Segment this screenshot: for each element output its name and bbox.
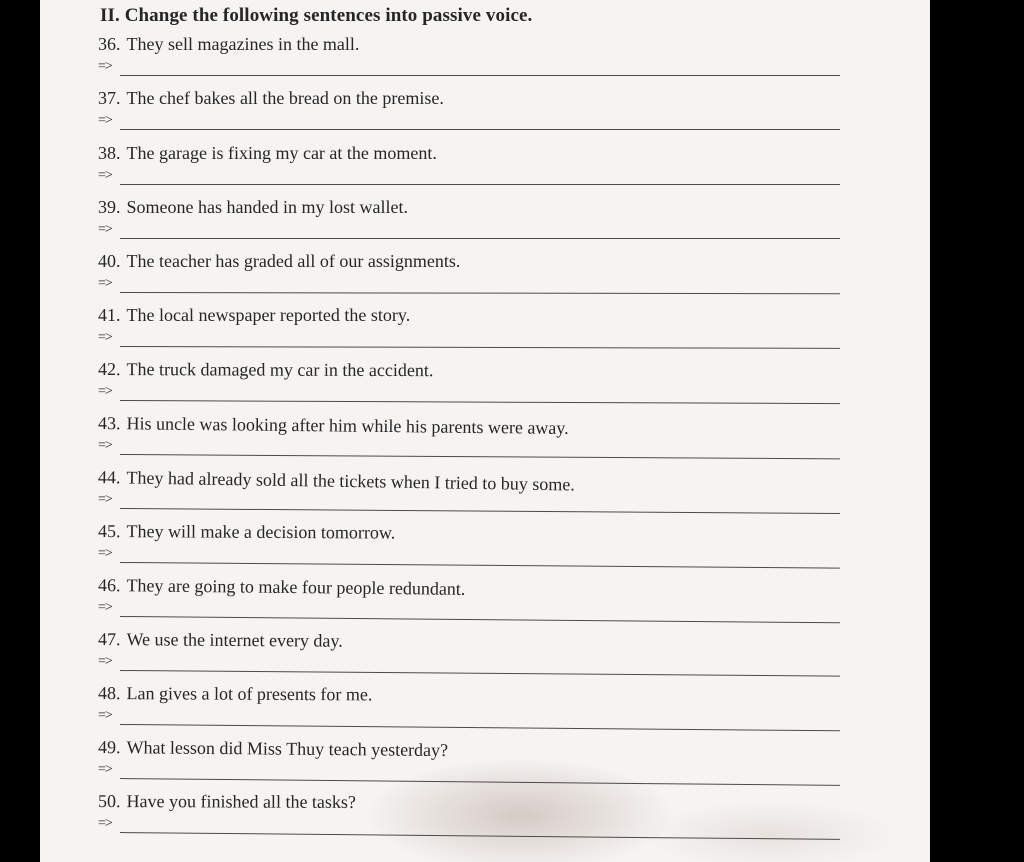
question-sentence: The teacher has graded all of our assignments. [126,251,461,271]
question-text [98,467,575,495]
question-sentence: The garage is fixing my car at the moment. [126,143,437,163]
question-number: 48. [97,683,121,704]
question-sentence: What lesson did Miss Thuy teach yesterday? [126,737,449,761]
exercise-item [40,251,930,307]
question-text [98,683,373,705]
exercise-item [40,467,930,523]
question-text [98,143,437,164]
question-sentence: We use the internet every day. [126,629,343,651]
section-heading: II. Change the following sentences into passive voice. [100,5,533,26]
answer-blank-line[interactable] [120,75,840,76]
question-sentence: They sell magazines in the mall. [126,34,360,54]
answer-arrow: => [98,438,112,453]
answer-blank-line[interactable] [120,724,840,731]
question-number: 45. [97,521,121,542]
exercise-item [40,629,930,685]
exercise-item [40,521,930,577]
question-sentence: Someone has handed in my lost wallet. [126,197,408,217]
answer-arrow: => [98,222,112,237]
question-number: 44. [97,467,121,488]
question-text [98,305,410,326]
answer-blank-line[interactable] [120,508,840,514]
question-number: 42. [97,359,121,380]
exercise-item [40,143,930,199]
answer-arrow: => [98,546,112,561]
question-number: 46. [97,575,121,596]
exercise-item [40,359,930,415]
answer-blank-line[interactable] [120,184,840,185]
question-sentence: Have you finished all the tasks? [126,791,356,812]
question-number: 50. [97,791,121,812]
question-text [98,521,395,544]
question-text [98,413,569,439]
question-number: 37. [98,88,121,108]
question-text [98,34,359,55]
question-number: 38. [98,143,121,163]
answer-blank-line[interactable] [120,778,840,786]
question-number: 41. [98,305,121,325]
exercise-item [40,197,930,253]
answer-blank-line[interactable] [120,238,840,239]
answer-arrow: => [98,113,112,128]
question-sentence: The chef bakes all the bread on the premise. [126,88,444,108]
answer-blank-line[interactable] [120,346,840,349]
exercise-item [40,575,930,631]
answer-arrow: => [98,600,112,615]
question-sentence: The truck damaged my car in the accident. [126,359,434,381]
question-text [98,737,448,761]
answer-blank-line[interactable] [120,832,840,840]
question-sentence: Lan gives a lot of presents for me. [126,683,373,705]
answer-arrow: => [98,384,112,399]
question-number: 39. [98,197,121,217]
answer-arrow: => [98,708,112,723]
answer-blank-line[interactable] [120,670,840,677]
question-text [98,791,356,813]
question-text [98,359,433,381]
question-sentence: They are going to make four people redundant. [126,575,466,599]
answer-blank-line[interactable] [120,616,840,623]
answer-arrow: => [98,168,112,183]
question-sentence: They will make a decision tomorrow. [126,521,396,543]
answer-arrow: => [98,276,112,291]
answer-arrow: => [98,59,112,74]
answer-arrow: => [98,762,112,777]
answer-blank-line[interactable] [120,129,840,130]
question-number: 40. [98,251,121,271]
answer-arrow: => [98,330,112,345]
answer-blank-line[interactable] [120,292,840,294]
answer-blank-line[interactable] [120,562,840,569]
answer-blank-line[interactable] [120,454,840,459]
exercise-item [40,305,930,361]
question-sentence: The local newspaper reported the story. [126,305,411,325]
answer-arrow: => [98,492,112,507]
question-number: 43. [97,413,121,434]
question-number: 36. [98,34,121,54]
question-number: 47. [97,629,121,650]
answer-arrow: => [98,816,112,831]
question-text [98,575,466,600]
question-text [98,251,460,272]
question-text [98,629,343,652]
exercise-item [40,737,930,793]
exercise-item [40,413,930,469]
exercise-item [40,88,930,144]
answer-arrow: => [98,654,112,669]
worksheet-page [40,0,930,862]
question-text [98,88,444,109]
exercise-item [40,34,930,90]
question-number: 49. [97,737,121,758]
exercise-item [40,683,930,739]
question-sentence: His uncle was looking after him while his parents were away. [126,413,569,438]
answer-blank-line[interactable] [120,400,840,404]
question-text [98,197,408,218]
question-sentence: They had already sold all the tickets when I tried to buy some. [126,467,575,495]
exercise-item [40,791,930,847]
